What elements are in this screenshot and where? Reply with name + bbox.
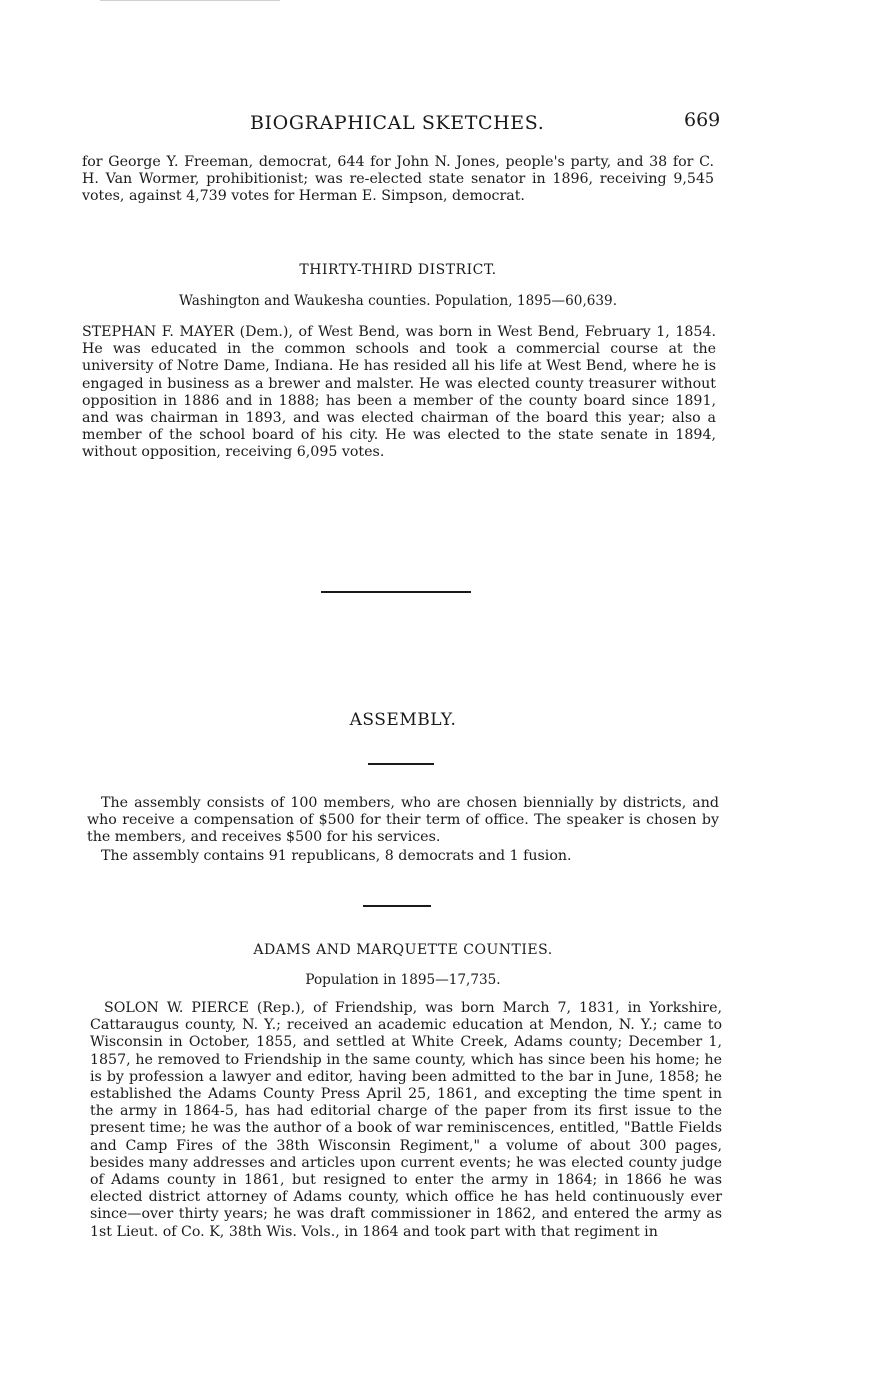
continuation-paragraph: for George Y. Freeman, democrat, 644 for John N. Jones, people's party, and 38 for C. H. Van Wormer, prohibitionist; was re-elected state senator in 1896, receiving 9,545 votes, against 4,739 votes for Herman E. Simpson, democrat. bbox=[82, 154, 714, 205]
counties-divider bbox=[363, 905, 431, 907]
assembly-heading: ASSEMBLY. bbox=[349, 710, 457, 730]
pierce-biography: SOLON W. PIERCE (Rep.), of Friendship, was born March 7, 1831, in Yorkshire, Cattaraugus county, N. Y.; received an academic education at Mendon, N. Y.; came to Wisconsin in October, 1855, and settled at White Creek, Adams county; December 1, 1857, he removed to Friendship in the same county, which has since been his home; he is by profession a lawyer and editor, having been admitted to the bar in June, 1858; he established the Adams County Press April 25, 1861, and excepting the time spent in the army in 1864-5, has had editorial charge of the paper from its first issue to the present time; he was the author of a book of war reminiscences, entitled, "Battle Fields and Camp Fires of the 38th Wisconsin Regiment," a volume of about 300 pages, besides many addresses and articles upon current events; he was elected county judge of Adams county in 1861, but resigned to enter the army in 1864; in 1866 he was elected district attorney of Adams county, which office he has held continuously ever since—over thirty years; he was draft commissioner in 1862, and entered the army as 1st Lieut. of Co. K, 38th Wis. Vols., in 1864 and took part with that regiment in bbox=[90, 1000, 722, 1240]
top-edge-rule bbox=[100, 0, 280, 1]
running-header-title: BIOGRAPHICAL SKETCHES. bbox=[250, 112, 545, 134]
assembly-description: The assembly consists of 100 members, who are chosen biennially by districts, and who receive a compensation of $500 for their term of office. The speaker is chosen by the members, and receives $500 for his services. bbox=[87, 795, 719, 846]
assembly-composition: The assembly contains 91 republicans, 8 democrats and 1 fusion. bbox=[101, 848, 572, 864]
assembly-heading-underline bbox=[368, 763, 434, 765]
counties-subheading: Population in 1895—17,735. bbox=[305, 972, 501, 988]
page-number: 669 bbox=[684, 109, 721, 131]
district-heading: THIRTY-THIRD DISTRICT. bbox=[299, 262, 497, 278]
counties-heading: ADAMS AND MARQUETTE COUNTIES. bbox=[253, 942, 553, 958]
section-divider bbox=[321, 591, 471, 593]
mayer-biography: STEPHAN F. MAYER (Dem.), of West Bend, was born in West Bend, February 1, 1854. He was educated in the common schools and took a commercial course at the university of Notre Dame, Indiana. He has resided all his life at West Bend, where he is engaged in business as a brewer and malster. He was elected county treasurer without opposition in 1886 and in 1888; has been a member of the county board since 1891, and was chairman in 1893, and was elected chairman of the board this year; also a member of the school board of his city. He was elected to the state senate in 1894, without opposition, receiving 6,095 votes. bbox=[82, 324, 716, 461]
district-subheading: Washington and Waukesha counties. Population, 1895—60,639. bbox=[178, 293, 618, 309]
